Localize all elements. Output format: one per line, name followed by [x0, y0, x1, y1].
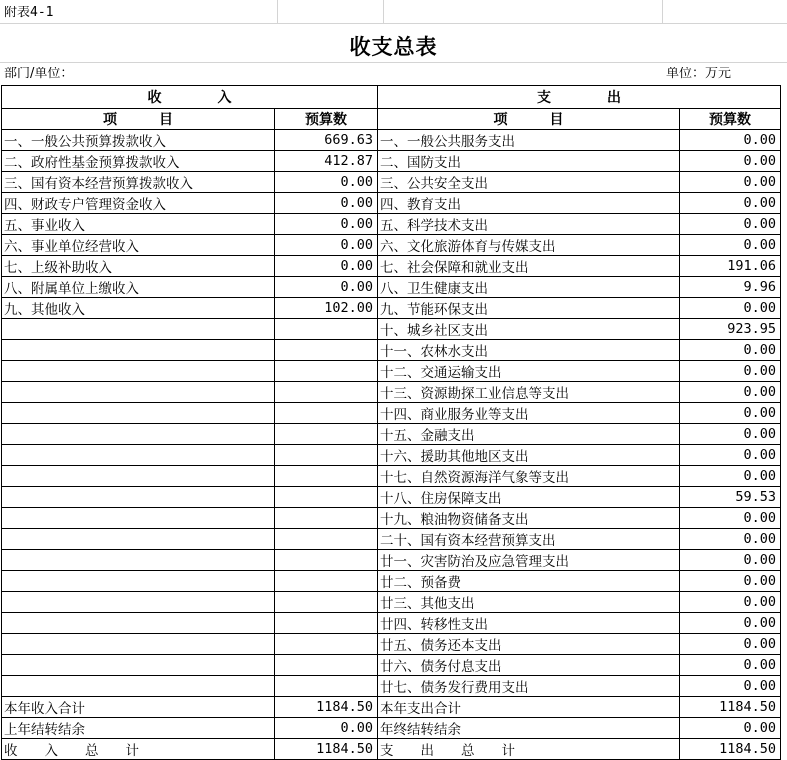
income-item-value: [275, 655, 378, 676]
expense-item-value: 0.00: [680, 151, 781, 172]
summary-row: [2, 697, 781, 718]
page-title: 收支总表: [349, 35, 438, 59]
income-item-name: 八、附属单位上缴收入: [2, 277, 275, 298]
expense-item-value: 59.53: [680, 487, 781, 508]
expense-item-name: 廿六、债务付息支出: [378, 655, 680, 676]
expense-item-value: 0.00: [680, 676, 781, 697]
income-item-value: [275, 487, 378, 508]
expense-item-value: 0.00: [680, 466, 781, 487]
income-item-value: [275, 529, 378, 550]
table-row: [2, 592, 781, 613]
income-item-value: [275, 445, 378, 466]
income-item-value: [275, 361, 378, 382]
expense-item-value: 0.00: [680, 214, 781, 235]
expense-item-name: 十九、粮油物资储备支出: [378, 508, 680, 529]
income-item-name: [2, 361, 275, 382]
table-row: [2, 529, 781, 550]
income-item-name: [2, 340, 275, 361]
summary-expense-name: 年终结转结余: [378, 718, 680, 739]
income-item-value: [275, 319, 378, 340]
expense-item-name: 十二、交通运输支出: [378, 361, 680, 382]
table-row: [2, 424, 781, 445]
income-item-value: 0.00: [275, 214, 378, 235]
income-item-value: [275, 571, 378, 592]
income-item-value: [275, 613, 378, 634]
income-item-value: [275, 508, 378, 529]
expense-item-value: 0.00: [680, 403, 781, 424]
expense-item-name: 三、公共安全支出: [378, 172, 680, 193]
income-item-name: [2, 571, 275, 592]
income-item-name: [2, 508, 275, 529]
income-item-name: [2, 445, 275, 466]
income-item-name: 二、政府性基金预算拨款收入: [2, 151, 275, 172]
income-item-name: [2, 613, 275, 634]
expense-item-name: 廿三、其他支出: [378, 592, 680, 613]
summary-expense-value: 1184.50: [680, 739, 781, 760]
table-row: [2, 340, 781, 361]
table-row: [2, 151, 781, 172]
table-row: [2, 214, 781, 235]
expense-item-value: 0.00: [680, 172, 781, 193]
expense-item-name: 廿一、灾害防治及应急管理支出: [378, 550, 680, 571]
income-item-value: [275, 634, 378, 655]
expense-item-name: 一、一般公共服务支出: [378, 130, 680, 151]
income-item-name: [2, 319, 275, 340]
income-item-name: [2, 466, 275, 487]
expense-item-name: 廿二、预备费: [378, 571, 680, 592]
table-row: [2, 193, 781, 214]
income-item-name: 三、国有资本经营预算拨款收入: [2, 172, 275, 193]
expense-item-name: 十三、资源勘探工业信息等支出: [378, 382, 680, 403]
income-item-value: 0.00: [275, 235, 378, 256]
summary-row: [2, 718, 781, 739]
income-item-header: 项 目: [2, 109, 275, 130]
income-item-name: [2, 676, 275, 697]
expense-item-value: 0.00: [680, 445, 781, 466]
expense-item-value: 0.00: [680, 508, 781, 529]
income-item-name: [2, 634, 275, 655]
expense-item-value: 923.95: [680, 319, 781, 340]
expense-item-name: 四、教育支出: [378, 193, 680, 214]
income-item-value: 669.63: [275, 130, 378, 151]
expense-item-value: 0.00: [680, 130, 781, 151]
expense-item-value: 0.00: [680, 382, 781, 403]
expense-item-name: 二十、国有资本经营预算支出: [378, 529, 680, 550]
table-row: [2, 319, 781, 340]
expense-item-value: 0.00: [680, 298, 781, 319]
table-row: [2, 508, 781, 529]
expense-item-value: 0.00: [680, 340, 781, 361]
expense-item-value: 0.00: [680, 529, 781, 550]
income-item-name: [2, 403, 275, 424]
income-item-name: 七、上级补助收入: [2, 256, 275, 277]
summary-expense-value: 1184.50: [680, 697, 781, 718]
expense-item-value: 0.00: [680, 613, 781, 634]
income-item-name: [2, 592, 275, 613]
income-item-value: [275, 592, 378, 613]
income-item-name: [2, 487, 275, 508]
table-row: [2, 403, 781, 424]
summary-expense-name: 支 出 总 计: [378, 739, 680, 760]
expense-item-name: 八、卫生健康支出: [378, 277, 680, 298]
expense-header: 支 出: [378, 86, 781, 109]
table-row: [2, 361, 781, 382]
income-item-value: 0.00: [275, 277, 378, 298]
summary-income-name: 收 入 总 计: [2, 739, 275, 760]
expense-item-name: 十七、自然资源海洋气象等支出: [378, 466, 680, 487]
table-row: [2, 445, 781, 466]
table-row: [2, 466, 781, 487]
expense-item-name: 十四、商业服务业等支出: [378, 403, 680, 424]
budget-table: [1, 85, 781, 760]
income-item-name: [2, 550, 275, 571]
income-item-value: [275, 403, 378, 424]
summary-income-value: 1184.50: [275, 697, 378, 718]
income-item-value: 412.87: [275, 151, 378, 172]
expense-item-name: 五、科学技术支出: [378, 214, 680, 235]
expense-item-name: 十六、援助其他地区支出: [378, 445, 680, 466]
expense-item-name: 廿七、债务发行费用支出: [378, 676, 680, 697]
expense-item-name: 十八、住房保障支出: [378, 487, 680, 508]
expense-item-value: 9.96: [680, 277, 781, 298]
income-header: 收 入: [2, 86, 378, 109]
expense-item-name: 十、城乡社区支出: [378, 319, 680, 340]
expense-amount-header: 预算数: [680, 109, 781, 130]
income-item-value: 0.00: [275, 256, 378, 277]
income-item-name: [2, 424, 275, 445]
expense-item-name: 六、文化旅游体育与传媒支出: [378, 235, 680, 256]
expense-item-value: 0.00: [680, 235, 781, 256]
expense-item-value: 0.00: [680, 361, 781, 382]
table-row: [2, 487, 781, 508]
income-item-name: 一、一般公共预算拨款收入: [2, 130, 275, 151]
income-item-value: [275, 466, 378, 487]
expense-item-name: 廿四、转移性支出: [378, 613, 680, 634]
income-amount-header: 预算数: [275, 109, 378, 130]
summary-income-value: 0.00: [275, 718, 378, 739]
summary-row: [2, 739, 781, 760]
expense-item-name: 十五、金融支出: [378, 424, 680, 445]
expense-item-name: 二、国防支出: [378, 151, 680, 172]
income-item-name: 六、事业单位经营收入: [2, 235, 275, 256]
expense-item-name: 廿五、债务还本支出: [378, 634, 680, 655]
table-row: [2, 634, 781, 655]
expense-item-header: 项 目: [378, 109, 680, 130]
income-item-value: 0.00: [275, 172, 378, 193]
table-row: [2, 172, 781, 193]
sheet-tag: 附表4-1: [4, 6, 54, 19]
table-row: [2, 382, 781, 403]
summary-expense-value: 0.00: [680, 718, 781, 739]
income-item-value: [275, 424, 378, 445]
table-row: [2, 550, 781, 571]
expense-item-value: 0.00: [680, 550, 781, 571]
expense-item-name: 十一、农林水支出: [378, 340, 680, 361]
expense-item-value: 0.00: [680, 634, 781, 655]
table-row: [2, 130, 781, 151]
income-item-value: 102.00: [275, 298, 378, 319]
income-item-name: [2, 382, 275, 403]
income-item-value: [275, 340, 378, 361]
income-item-name: 九、其他收入: [2, 298, 275, 319]
income-item-name: 四、财政专户管理资金收入: [2, 193, 275, 214]
income-item-value: [275, 550, 378, 571]
table-row: [2, 655, 781, 676]
expense-item-value: 191.06: [680, 256, 781, 277]
summary-expense-name: 本年支出合计: [378, 697, 680, 718]
expense-item-value: 0.00: [680, 655, 781, 676]
expense-item-name: 七、社会保障和就业支出: [378, 256, 680, 277]
department-label: 部门/单位：: [4, 67, 74, 80]
expense-item-value: 0.00: [680, 424, 781, 445]
summary-income-name: 上年结转结余: [2, 718, 275, 739]
expense-item-value: 0.00: [680, 571, 781, 592]
income-item-value: [275, 676, 378, 697]
expense-item-value: 0.00: [680, 193, 781, 214]
table-row: [2, 613, 781, 634]
summary-income-value: 1184.50: [275, 739, 378, 760]
income-item-name: [2, 529, 275, 550]
expense-item-value: 0.00: [680, 592, 781, 613]
income-item-value: 0.00: [275, 193, 378, 214]
expense-item-name: 九、节能环保支出: [378, 298, 680, 319]
income-item-name: 五、事业收入: [2, 214, 275, 235]
income-item-name: [2, 655, 275, 676]
table-row: [2, 676, 781, 697]
summary-income-name: 本年收入合计: [2, 697, 275, 718]
table-row: [2, 256, 781, 277]
unit-label: 单位：万元: [666, 67, 732, 80]
table-row: [2, 277, 781, 298]
income-item-value: [275, 382, 378, 403]
table-row: [2, 235, 781, 256]
table-row: [2, 571, 781, 592]
table-row: [2, 298, 781, 319]
